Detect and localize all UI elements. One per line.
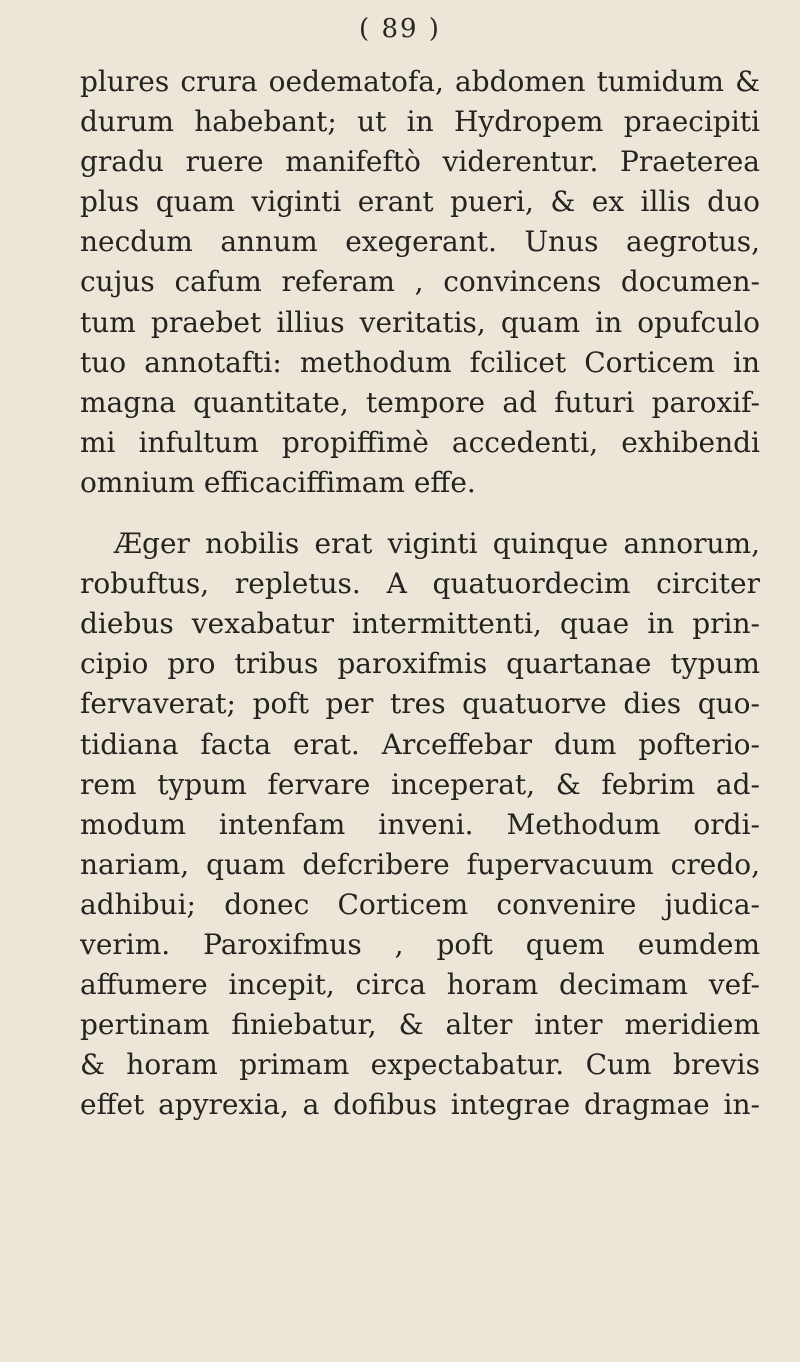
text-line: adhibui; donec Corticem convenire judica- bbox=[80, 887, 760, 921]
text-line: cujus cafum referam , convincens documen- bbox=[80, 265, 760, 299]
body-text bbox=[80, 62, 760, 1125]
text-line: pertinam finiebatur, & alter inter meridiem bbox=[80, 1008, 760, 1042]
text-line: plus quam viginti erant pueri, & ex illis duo bbox=[80, 185, 760, 219]
page-number: ( 89 ) bbox=[359, 14, 441, 44]
text-line: robuftus, repletus. A quatuordecim circiter bbox=[80, 567, 760, 601]
text-line: magna quantitate, tempore ad futuri paroxif- bbox=[80, 385, 760, 419]
text-line: durum habebant; ut in Hydropem praecipiti bbox=[80, 105, 760, 139]
text-line: Æger nobilis erat viginti quinque annorum, bbox=[114, 527, 760, 561]
paragraph-spacer bbox=[80, 503, 760, 524]
text-line: fervaverat; poft per tres quatuorve dies quo- bbox=[80, 687, 760, 721]
text-line: nariam, quam defcribere fupervacuum credo, bbox=[80, 847, 760, 881]
text-line: tidiana facta erat. Arceffebar dum pofterio- bbox=[80, 727, 760, 761]
text-line: cipio pro tribus paroxifmis quartanae typum bbox=[80, 647, 760, 681]
text-line: gradu ruere manifeftò viderentur. Praeterea bbox=[80, 145, 760, 179]
text-line: tuo annotafti: methodum fcilicet Corticem in bbox=[80, 345, 760, 379]
text-line: effet apyrexia, a dofibus integrae dragmae in- bbox=[80, 1088, 760, 1122]
paragraph bbox=[80, 62, 760, 503]
text-line: tum praebet illius veritatis, quam in opufculo bbox=[80, 305, 760, 339]
text-line: omnium efficaciffimam effe. bbox=[80, 465, 476, 499]
text-line: & horam primam expectabatur. Cum brevis bbox=[80, 1048, 760, 1082]
text-line: diebus vexabatur intermittenti, quae in prin- bbox=[80, 607, 760, 641]
text-line: necdum annum exegerant. Unus aegrotus, bbox=[80, 225, 760, 259]
text-line: modum intenfam inveni. Methodum ordi- bbox=[80, 807, 760, 841]
paragraph bbox=[80, 524, 760, 1125]
text-line: verim. Paroxifmus , poft quem eumdem bbox=[80, 927, 760, 961]
text-line: mi infultum propiffimè accedenti, exhibendi bbox=[80, 425, 760, 459]
text-line: affumere incepit, circa horam decimam vef- bbox=[80, 968, 760, 1002]
text-line: plures crura oedematofa, abdomen tumidum & bbox=[80, 65, 760, 98]
text-line: rem typum fervare inceperat, & febrim ad- bbox=[80, 767, 760, 801]
